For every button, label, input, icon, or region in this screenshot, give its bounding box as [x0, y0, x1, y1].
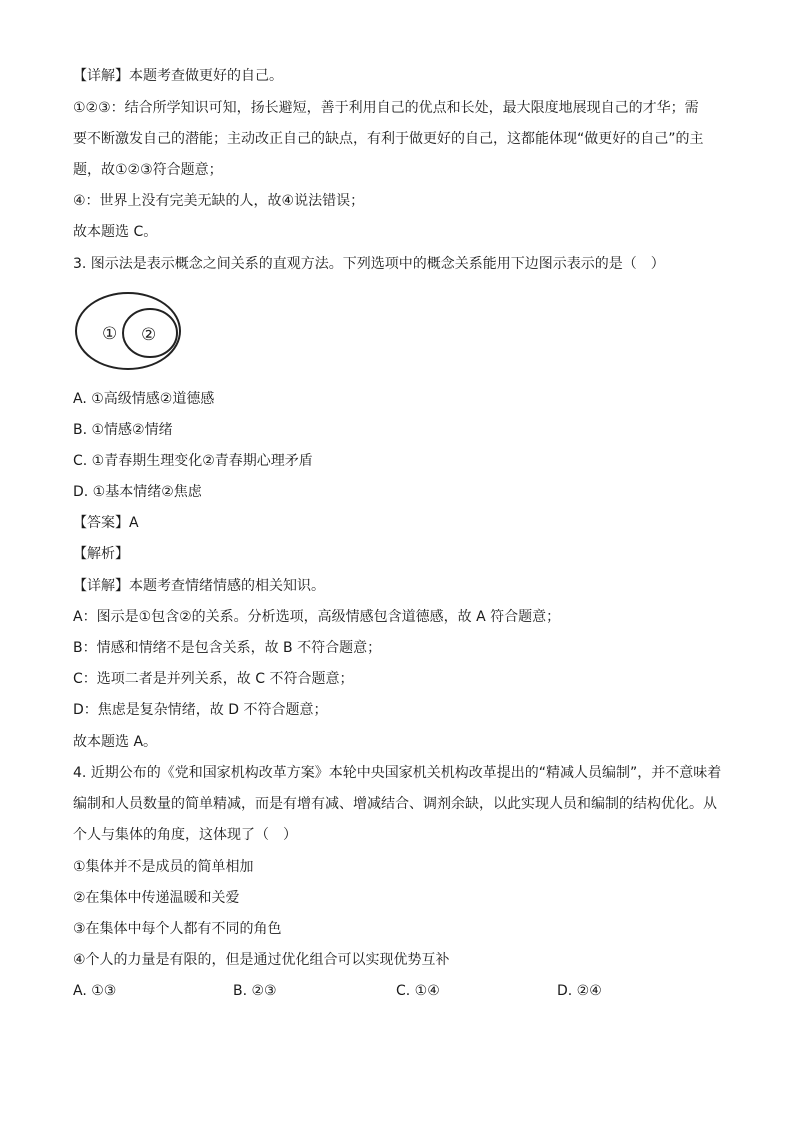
text-line-explain-c: C：选项二者是并列关系，故 C 不符合题意；: [73, 671, 354, 687]
question-4-option-c: C. ①④: [396, 983, 440, 999]
question-3-stem: 3. 图示法是表示概念之间关系的直观方法。下列选项中的概念关系能用下边图示表示的是（ ）: [73, 256, 665, 272]
outer-label: ①: [102, 324, 118, 344]
question-3-option-d: D. ①基本情绪②焦虑: [73, 484, 202, 500]
question-4-item-4: ④个人的力量是有限的，但是通过优化组合可以实现优势互补: [73, 952, 450, 968]
answer-label: 【答案】A: [73, 515, 139, 531]
inner-label: ②: [141, 325, 157, 345]
text-line-explain-d: D：焦虑是复杂情绪，故 D 不符合题意；: [73, 702, 328, 718]
question-3-option-a: A. ①高级情感②道德感: [73, 391, 215, 407]
text-line-conclusion-2: 故本题选 A。: [73, 734, 158, 750]
question-4-item-1: ①集体并不是成员的简单相加: [73, 859, 254, 875]
venn-diagram: [74, 290, 184, 372]
analysis-label: 【解析】: [73, 546, 129, 562]
question-4-stem-1: 4. 近期公布的《党和国家机构改革方案》本轮中央国家机关机构改革提出的“精减人员编制”，并不意味着: [73, 765, 722, 781]
text-line-analysis-1: ①②③：结合所学知识可知，扬长避短，善于利用自己的优点和长处，最大限度地展现自己的才华；需: [73, 100, 699, 116]
text-line-explain-b: B：情感和情绪不是包含关系，故 B 不符合题意；: [73, 640, 382, 656]
outer-ellipse: [76, 293, 180, 369]
question-4-option-d: D. ②④: [557, 983, 602, 999]
question-4-item-3: ③在集体中每个人都有不同的角色: [73, 921, 282, 937]
question-4-stem-3: 个人与集体的角度，这体现了（ ）: [73, 827, 297, 843]
text-line-detail-1: 【详解】本题考查做更好的自己。: [73, 68, 283, 84]
question-3-option-c: C. ①青春期生理变化②青春期心理矛盾: [73, 453, 313, 469]
question-4-stem-2: 编制和人员数量的简单精减，而是有增有减、增减结合、调剂余缺，以此实现人员和编制的结构优化。从: [73, 796, 717, 812]
text-line-detail-2: 【详解】本题考查情绪情感的相关知识。: [73, 578, 325, 594]
text-line-explain-a: A：图示是①包含②的关系。分析选项，高级情感包含道德感，故 A 符合题意；: [73, 609, 561, 625]
question-3-option-b: B. ①情感②情绪: [73, 422, 173, 438]
question-4-option-a: A. ①③: [73, 983, 117, 999]
question-4-item-2: ②在集体中传递温暖和关爱: [73, 890, 240, 906]
text-line-analysis-3: 题，故①②③符合题意；: [73, 162, 223, 178]
question-4-option-b: B. ②③: [233, 983, 277, 999]
text-line-conclusion-1: 故本题选 C。: [73, 224, 158, 240]
text-line-analysis-2: 要不断激发自己的潜能；主动改正自己的缺点，有利于做更好的自己，这都能体现“做更好的自己”的主: [73, 131, 704, 147]
text-line-analysis-4: ④：世界上没有完美无缺的人，故④说法错误；: [73, 193, 365, 209]
